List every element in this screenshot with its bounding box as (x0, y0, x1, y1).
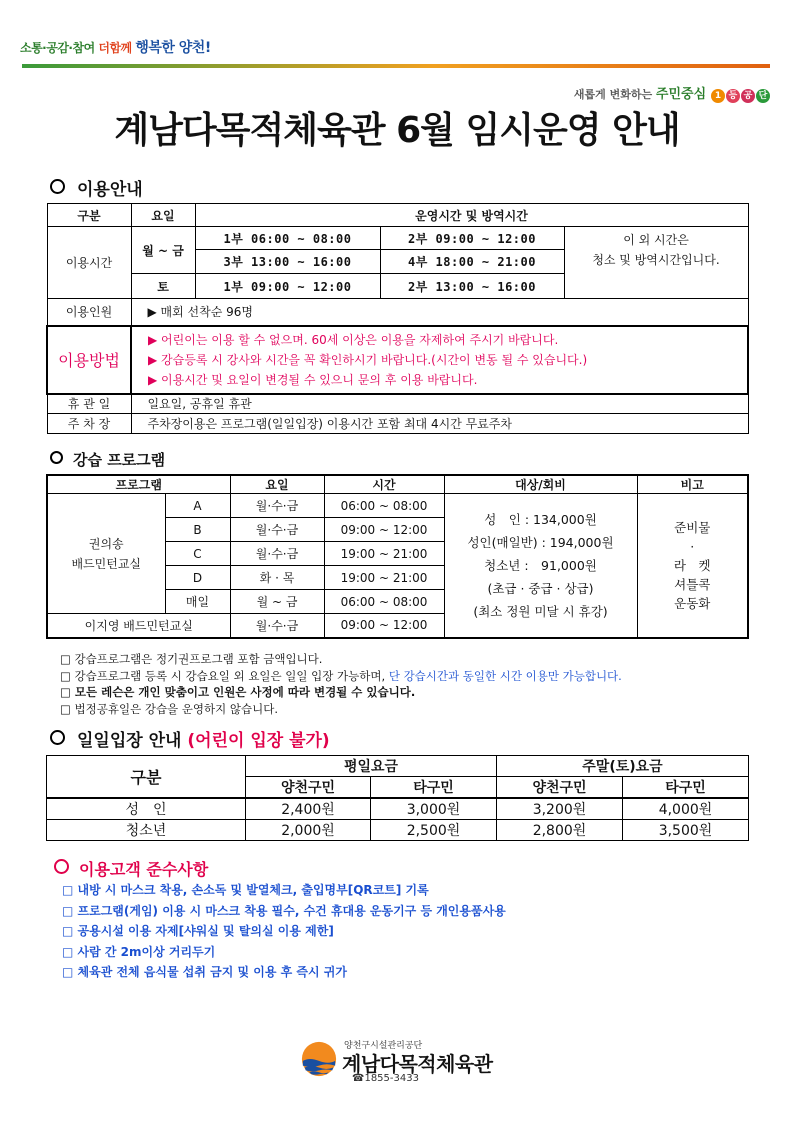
program-table (46, 474, 749, 639)
instructor1-class: 배드민턴교실 (71, 556, 142, 571)
header-resident: 양천구민 (497, 777, 623, 799)
table-row (47, 798, 749, 820)
program-time: 09:00 ~ 12:00 (324, 614, 444, 638)
header-note: 비고 (637, 475, 748, 494)
tagline (574, 83, 770, 103)
rule-item: □ 내방 시 마스크 착용, 손소독 및 발열체크, 출입명부[QR코트] 기록 (62, 883, 429, 897)
program-group: B (165, 518, 230, 542)
fee-value: 3,500원 (623, 820, 749, 841)
program-time: 19:00 ~ 21:00 (324, 566, 444, 590)
header-other: 타구민 (623, 777, 749, 799)
parking-label: 주 차 장 (47, 414, 131, 434)
slogan-mid: 더함께 (98, 41, 132, 55)
fee-value: 2,000원 (246, 820, 371, 841)
badge-3: 공 (741, 89, 755, 103)
closed-value: 일요일, 공휴일 휴관 (131, 394, 748, 414)
badge-4: 단 (756, 89, 770, 103)
note-line: 라 켓 (673, 557, 711, 573)
header-day: 요일 (230, 475, 324, 494)
header-category: 구분 (47, 756, 246, 799)
circle-icon (50, 451, 63, 464)
gymnasium-logo-icon (300, 1040, 338, 1078)
program-group: D (165, 566, 230, 590)
other-time-note (564, 227, 748, 274)
closed-label: 휴 관 일 (47, 394, 131, 414)
hours-label: 이용시간 (47, 227, 131, 299)
instructor1 (47, 494, 165, 614)
daily-section-title (50, 726, 330, 751)
program-group: C (165, 542, 230, 566)
capacity-value: ▶ 매회 선착순 96명 (131, 299, 748, 326)
rules-section-title (54, 857, 208, 880)
fee-value: 2,500원 (371, 820, 497, 841)
note-line: 운동화 (674, 595, 711, 611)
note-item: □ 모든 레슨은 개인 맞춤이고 인원은 사정에 따라 변경될 수 있습니다. (60, 685, 416, 699)
table-row (47, 820, 749, 841)
header-hours: 운영시간 및 방역시간 (195, 204, 748, 227)
rule-item: □ 공용시설 이용 자제[샤워실 및 탈의실 이용 제한] (62, 924, 334, 938)
program-day: 월·수·금 (230, 614, 324, 638)
instructor1-name: 권의송 (88, 536, 124, 551)
tagline-main: 주민중심 (655, 87, 707, 102)
badge-1: 1 (711, 89, 725, 103)
slot-s2: 2부 13:00 ~ 16:00 (380, 274, 564, 299)
header-resident: 양천구민 (246, 777, 371, 799)
program-time: 06:00 ~ 08:00 (324, 590, 444, 614)
header-time: 시간 (324, 475, 444, 494)
page-title: 계남다목적체육관 6월 임시운영 안내 (114, 110, 680, 151)
header-other: 타구민 (371, 777, 497, 799)
program-time: 19:00 ~ 21:00 (324, 542, 444, 566)
method-list (131, 326, 748, 394)
program-notes (60, 651, 760, 717)
footer-phone: ☎1855-3433 (352, 1073, 419, 1084)
circle-icon (50, 179, 65, 194)
fee-value: 3,200원 (497, 798, 623, 820)
parking-value: 주차장이용은 프로그램(일일입장) 이용시간 포함 최대 4시간 무료주차 (131, 414, 748, 434)
program-day: 화 · 목 (230, 566, 324, 590)
program-time: 06:00 ~ 08:00 (324, 494, 444, 518)
weekday-label: 월 ~ 금 (131, 227, 195, 274)
slot-w2: 2부 09:00 ~ 12:00 (380, 227, 564, 250)
program-time: 09:00 ~ 12:00 (324, 518, 444, 542)
badge-2: 등 (726, 89, 740, 103)
program-section-title (50, 449, 165, 470)
fee-cell (444, 494, 637, 638)
tagline-prefix: 새롭게 변화하는 (573, 88, 653, 101)
method-item: ▶ 이용시간 및 요일이 변경될 수 있으니 문의 후 이용 바랍니다. (148, 372, 478, 387)
program-day: 월·수·금 (230, 494, 324, 518)
program-group: 매일 (165, 590, 230, 614)
program-day: 월·수·금 (230, 518, 324, 542)
fee-line: 성인(매일반) : 194,000원 (467, 534, 614, 550)
fee-line: (최소 정원 미달 시 휴강) (473, 603, 608, 619)
note-line: 셔틀콕 (674, 576, 711, 592)
instructor2: 이지영 배드민턴교실 (47, 614, 230, 638)
slot-w1: 1부 06:00 ~ 08:00 (195, 227, 380, 250)
rules-title-text: 이용고객 준수사항 (79, 860, 209, 879)
fee-line: 청소년 : 91,000원 (484, 557, 597, 573)
program-title-text: 강습 프로그램 (73, 451, 166, 469)
fee-value: 4,000원 (623, 798, 749, 820)
method-label: 이용방법 (47, 326, 131, 394)
circle-icon (54, 859, 69, 874)
slogan (20, 37, 211, 57)
fee-value: 3,000원 (371, 798, 497, 820)
other-time-line2: 청소 및 방역시간입니다. (592, 253, 720, 268)
other-time-line1: 이 외 시간은 (623, 233, 689, 248)
slot-w4: 4부 18:00 ~ 21:00 (380, 250, 564, 274)
rules-list (62, 880, 772, 983)
usage-section-title (50, 175, 143, 200)
slogan-left: 소통·공감·참여 (20, 41, 95, 55)
slot-s1: 1부 09:00 ~ 12:00 (195, 274, 380, 299)
fee-line: 성 인 : 134,000원 (484, 511, 597, 527)
program-day: 월 ~ 금 (230, 590, 324, 614)
method-item: ▶ 강습등록 시 강사와 시간을 꼭 확인하시기 바랍니다.(시간이 변동 될 수 있습니다.) (148, 352, 588, 367)
daily-fee-table (46, 755, 749, 841)
saturday-label: 토 (131, 274, 195, 299)
usage-table (46, 203, 749, 434)
other-time-spacer (564, 274, 748, 299)
row-label: 성 인 (47, 798, 246, 820)
fee-line: (초급 · 중급 · 상급) (487, 580, 594, 596)
note-item-highlight: 단 강습시간과 동일한 시간 이용만 가능합니다. (388, 668, 622, 683)
rule-item: □ 체육관 전체 음식물 섭취 금지 및 이용 후 즉시 귀가 (62, 965, 347, 979)
program-group: A (165, 494, 230, 518)
header-target-fee: 대상/회비 (444, 475, 637, 494)
note-item: □ 강습프로그램은 정기권프로그램 포함 금액입니다. (60, 652, 323, 666)
fee-value: 2,800원 (497, 820, 623, 841)
header-weekend: 주말(토)요금 (497, 756, 749, 777)
rule-item: □ 사람 간 2m이상 거리두기 (62, 944, 216, 959)
note-item (60, 668, 760, 685)
footer-name: 계남다목적체육관 (342, 1052, 493, 1076)
note-item-text: □ 강습프로그램 등록 시 강습요일 외 요일은 일일 입장 가능하며, (60, 668, 386, 683)
program-day: 월·수·금 (230, 542, 324, 566)
method-item: ▶ 어린이는 이용 할 수 없으며. 60세 이상은 이용을 자제하여 주시기 바랍니다. (148, 332, 559, 347)
header-day: 요일 (131, 204, 195, 227)
header-category: 구분 (47, 204, 131, 227)
row-label: 청소년 (47, 820, 246, 841)
note-line: · (690, 538, 695, 554)
note-cell (637, 494, 748, 638)
header-divider (22, 64, 770, 68)
usage-title-text: 이용안내 (77, 180, 143, 200)
fee-value: 2,400원 (246, 798, 371, 820)
header-program: 프로그램 (47, 475, 230, 494)
circle-icon (50, 730, 65, 745)
note-line: 준비물 (674, 519, 711, 535)
daily-title-text: 일일입장 안내 (77, 731, 182, 751)
header-weekday: 평일요금 (246, 756, 497, 777)
footer-org: 양천구시설관리공단 (344, 1041, 423, 1051)
daily-title-note: (어린이 입장 불가) (187, 731, 330, 751)
note-item: □ 법정공휴일은 강습을 운영하지 않습니다. (60, 701, 278, 716)
rule-item: □ 프로그램(게임) 이용 시 마스크 착용 필수, 수건 휴대용 운동기구 등 개인용품사용 (62, 903, 506, 918)
slot-w3: 3부 13:00 ~ 16:00 (195, 250, 380, 274)
slogan-right: 행복한 양천! (135, 40, 211, 56)
capacity-label: 이용인원 (47, 299, 131, 326)
